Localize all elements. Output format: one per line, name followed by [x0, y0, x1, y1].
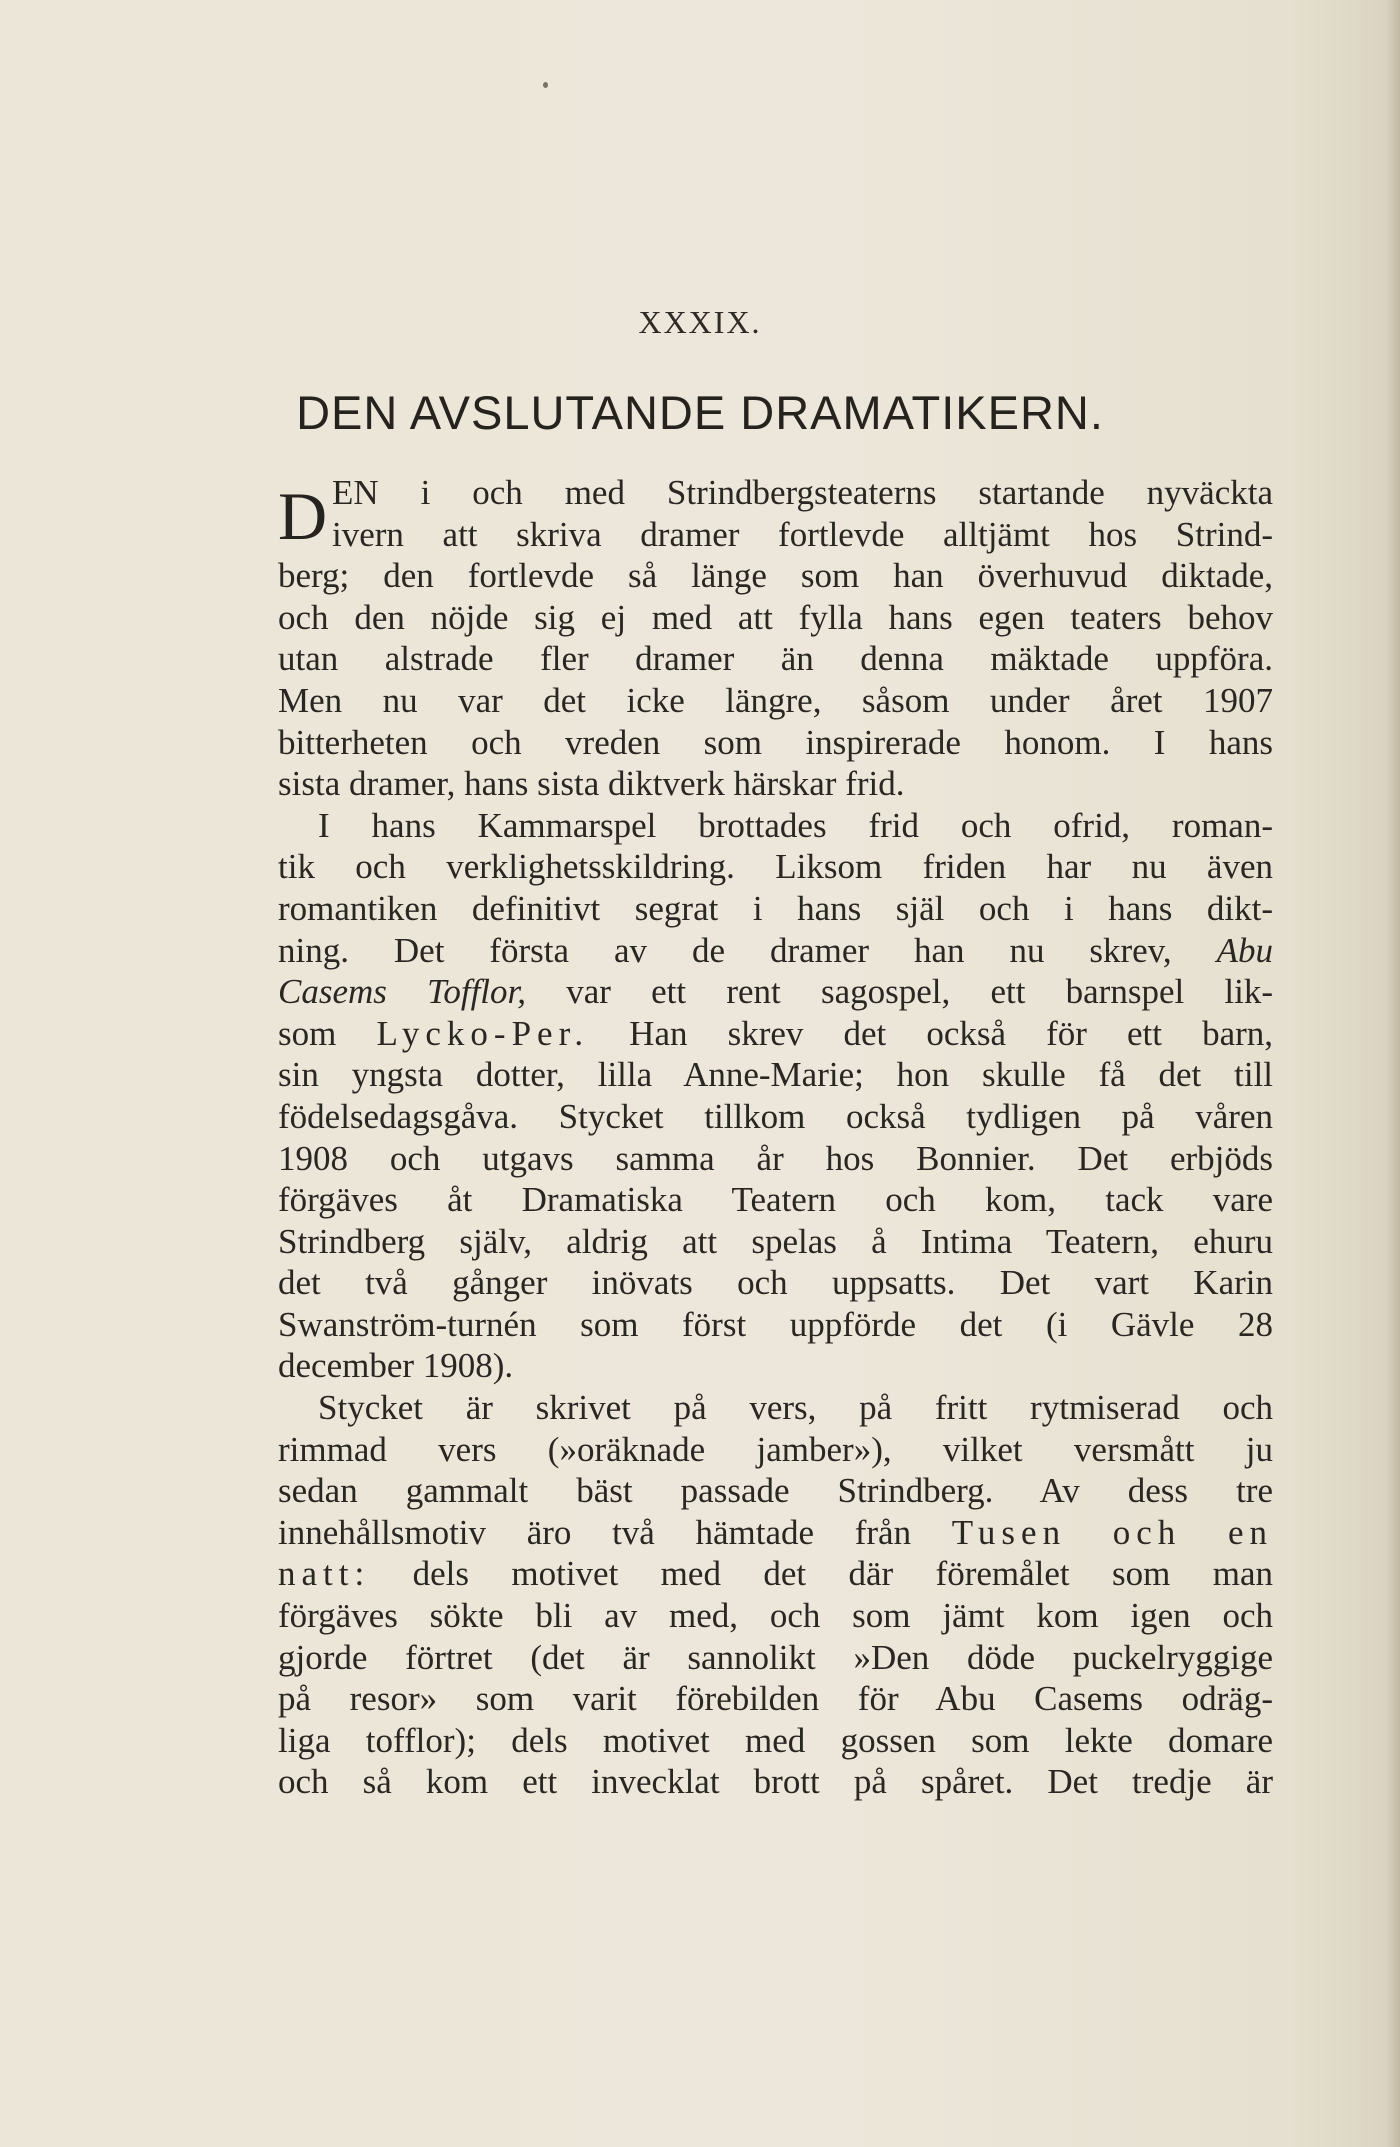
text-line: liga tofflor); dels motivet med gossen som lekte domare: [278, 1720, 1273, 1760]
text-line: [278, 930, 1273, 972]
text-line: [278, 1553, 1273, 1595]
text-line: Men nu var det icke längre, såsom under året 1907: [278, 680, 1273, 720]
text-line: I hans Kammarspel brottades frid och ofrid, roman-: [318, 805, 1273, 845]
text-line: EN i och med Strindbergsteaterns startande nyväckta: [332, 473, 1273, 512]
text-line: och den nöjde sig ej med att fylla hans egen teaters behov: [278, 597, 1273, 637]
text-line: på resor» som varit förebilden för Abu Casems odräg-: [278, 1679, 1273, 1719]
work-title: natt:: [278, 1554, 371, 1594]
text-line: sista dramer, hans sista diktverk härskar frid.: [278, 764, 905, 804]
text-line: födelsedagsgåva. Stycket tillkom också tydligen på våren: [278, 1096, 1273, 1136]
chapter-number: XXXIX.: [638, 304, 762, 340]
drop-cap: D: [278, 478, 328, 554]
text-line: utan alstrade fler dramer än denna mäktade uppföra.: [278, 639, 1273, 679]
text-line: 1908 och utgavs samma år hos Bonnier. Det erbjöds: [278, 1138, 1273, 1178]
text-fragment: ning. Det första av de dramer han nu skrev,: [278, 930, 1172, 970]
chapter-title: DEN AVSLUTANDE DRAMATIKERN.: [296, 386, 1104, 439]
text-fragment: var ett rent sagospel, ett barnspel lik-: [566, 972, 1274, 1012]
text-line: sin yngsta dotter, lilla Anne-Marie; hon skulle få det till: [278, 1055, 1273, 1095]
text-line: Swanström-turnén som först uppförde det (i Gävle 28: [278, 1304, 1273, 1344]
text-fragment: dels motivet med det där föremålet som man: [412, 1554, 1273, 1594]
work-title: Abu: [1216, 930, 1273, 970]
text-line: Stycket är skrivet på vers, på fritt rytmiserad och: [318, 1388, 1273, 1428]
text-line: december 1908).: [278, 1346, 514, 1386]
body-text: [278, 472, 1273, 1803]
print-speck: [543, 82, 548, 88]
text-fragment: som: [278, 1013, 337, 1053]
text-line: och så kom ett invecklat brott på spåret. Det tredje är: [278, 1762, 1273, 1802]
text-line: [278, 971, 1273, 1013]
text-line: romantiken definitivt segrat i hans själ och i hans dikt-: [278, 888, 1273, 928]
text-line: förgäves sökte bli av med, och som jämt kom igen och: [278, 1596, 1273, 1636]
text-line: bitterheten och vreden som inspirerade honom. I hans: [278, 722, 1273, 762]
text-line: rimmad vers (»oräknade jamber»), vilket versmått ju: [278, 1429, 1273, 1469]
text-fragment: innehållsmotiv äro två hämtade från: [278, 1512, 912, 1552]
work-title: Lycko-Per.: [376, 1013, 590, 1053]
text-line: [278, 1512, 1273, 1554]
text-line: berg; den fortlevde så länge som han överhuvud diktade,: [278, 556, 1273, 596]
text-line: förgäves åt Dramatiska Teatern och kom, tack vare: [278, 1180, 1273, 1220]
text-fragment: Han skrev det också för ett barn,: [629, 1013, 1274, 1053]
text-line: sedan gammalt bäst passade Strindberg. Av dess tre: [278, 1471, 1273, 1511]
text-line: ivern att skriva dramer fortlevde alltjämt hos Strind-: [332, 514, 1273, 554]
text-line: Strindberg själv, aldrig att spelas å Intima Teatern, ehuru: [278, 1221, 1273, 1261]
text-line: tik och verklighetsskildring. Liksom friden har nu även: [278, 847, 1273, 887]
text-line: det två gånger inövats och uppsatts. Det vart Karin: [278, 1263, 1273, 1303]
work-title: Casems Tofflor,: [278, 972, 527, 1012]
text-line: gjorde förtret (det är sannolikt »Den döde puckelryggige: [278, 1637, 1273, 1677]
work-title: Tusen och en: [951, 1512, 1274, 1552]
text-line: [278, 1013, 1273, 1055]
